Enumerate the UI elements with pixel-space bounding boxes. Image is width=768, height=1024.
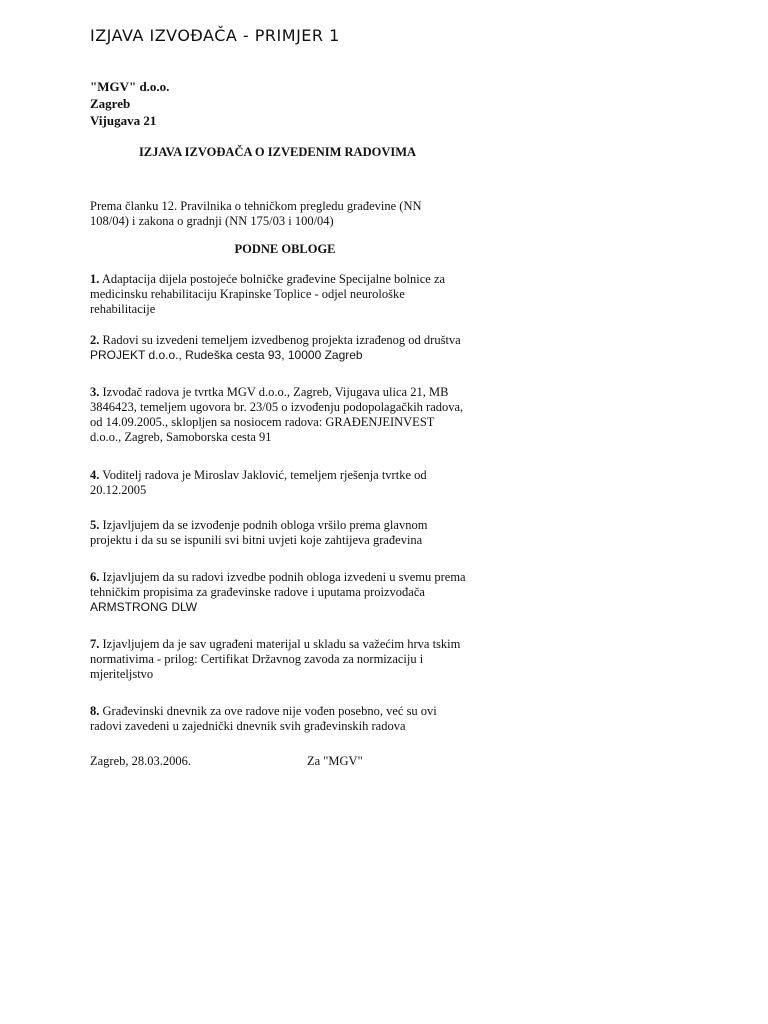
item-text: Građevinski dnevnik za ove radove nije vođen posebno, već su ovi radovi zavedeni u zajednički dnevnik svih građevinskih radova [90, 704, 437, 733]
item-text-sans: PROJEKT d.o.o., Rudeška cesta 93, 10000 Zagreb [90, 348, 363, 362]
sender-street: Vijugava 21 [90, 113, 157, 128]
item-text-sans: ARMSTRONG DLW [90, 600, 198, 614]
item-number: 7. [90, 637, 100, 651]
place-date: Zagreb, 28.03.2006. [90, 754, 192, 768]
item-number: 8. [90, 704, 100, 718]
list-item-3 [90, 385, 468, 445]
list-item-8 [90, 704, 468, 734]
item-number: 3. [90, 385, 100, 399]
item-number: 1. [90, 272, 100, 286]
item-text: Izjavljujem da je sav ugrađeni materijal u skladu sa važećim hrva tskim normativima - prilog: Certifikat Državnog zavoda za normizaciju i mjeriteljstvo [90, 637, 461, 681]
list-item-2 [90, 333, 468, 363]
sender-company: "MGV" d.o.o. [90, 79, 170, 94]
page-heading: IZJAVA IZVOĐAČA - PRIMJER 1 [90, 26, 340, 45]
item-text: Izjavljujem da se izvođenje podnih obloga vršilo prema glavnom projektu i da su se ispunili svi bitni uvjeti koje zahtijeva građevina [90, 518, 428, 547]
sender-address [90, 78, 169, 129]
signature-line: Za "MGV" [307, 754, 363, 768]
item-number: 4. [90, 468, 100, 482]
list-item-6 [90, 570, 468, 615]
section-title: PODNE OBLOGE [234, 242, 336, 256]
item-number: 5. [90, 518, 100, 532]
list-item-4 [90, 468, 468, 498]
item-number: 6. [90, 570, 100, 584]
list-item-1 [90, 272, 468, 317]
intro-paragraph: Prema članku 12. Pravilnika o tehničkom pregledu građevine (NN 108/04) i zakona o gradnji (NN 175/03 i 100/04) [90, 199, 422, 228]
list-item-7 [90, 637, 468, 682]
item-text: Izvođač radova je tvrtka MGV d.o.o., Zagreb, Vijugava ulica 21, MB 3846423, temeljem ugovora br. 23/05 o izvođenju podopolagačkih radova, od 14.09.2005., sklopljen sa nosiocem radova: GRAĐENJEINVEST d.o.o., Zagreb, Samoborska cesta 91 [90, 385, 464, 444]
item-text: Izjavljujem da su radovi izvedbe podnih obloga izvedeni u svemu prema tehničkim propisima za građevinske radove i uputama proizvođača [90, 570, 466, 599]
sender-city: Zagreb [90, 96, 131, 111]
document-title: IZJAVA IZVOĐAČA O IZVEDENIM RADOVIMA [138, 145, 417, 159]
list-item-5 [90, 518, 468, 548]
item-text: Adaptacija dijela postojeće bolničke građevine Specijalne bolnice za medicinsku rehabilitaciju Krapinske Toplice - odjel neurološke rehabilitacije [90, 272, 446, 316]
item-text: Radovi su izvedeni temeljem izvedbenog projekta izrađenog od društva [102, 333, 461, 347]
item-number: 2. [90, 333, 100, 347]
item-text: Voditelj radova je Miroslav Jaklović, temeljem rješenja tvrtke od 20.12.2005 [90, 468, 427, 497]
